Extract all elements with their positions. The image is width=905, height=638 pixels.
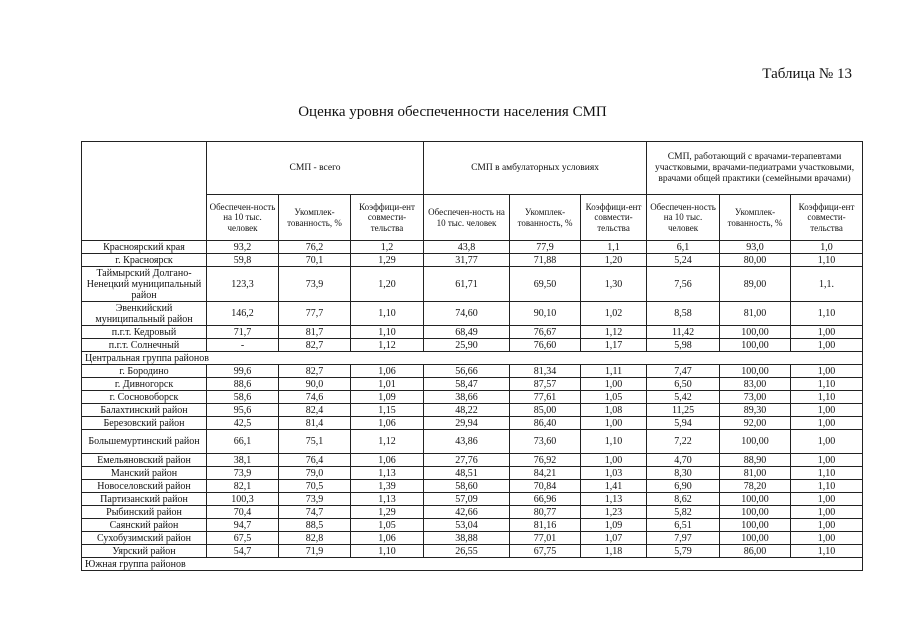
cell: 1,10 xyxy=(791,391,863,404)
row-name: Уярский район xyxy=(82,545,207,558)
row-name: Емельяновский район xyxy=(82,454,207,467)
cell: 1,12 xyxy=(581,326,647,339)
table-row xyxy=(82,241,863,254)
cell: 1,10 xyxy=(791,480,863,493)
cell: 5,82 xyxy=(647,506,720,519)
row-name: Партизанский район xyxy=(82,493,207,506)
row-name: п.г.т. Кедровый xyxy=(82,326,207,339)
cell: 1,13 xyxy=(351,493,424,506)
group-row-central xyxy=(82,352,863,365)
row-name: г. Красноярск xyxy=(82,254,207,267)
subheader: Коэффици-ент совмести-тельства xyxy=(791,195,863,241)
cell: 58,60 xyxy=(424,480,510,493)
row-name: п.г.т. Солнечный xyxy=(82,339,207,352)
cell: 76,60 xyxy=(510,339,581,352)
cell: 69,50 xyxy=(510,267,581,302)
cell: 5,94 xyxy=(647,417,720,430)
cell: 1,00 xyxy=(791,519,863,532)
cell: 54,7 xyxy=(207,545,279,558)
cell: 100,00 xyxy=(720,326,791,339)
cell: 81,16 xyxy=(510,519,581,532)
cell: 81,4 xyxy=(279,417,351,430)
group-header-total: СМП - всего xyxy=(207,142,424,195)
cell: 100,00 xyxy=(720,365,791,378)
group-row-south xyxy=(82,558,863,571)
cell: 68,49 xyxy=(424,326,510,339)
cell: 80,00 xyxy=(720,254,791,267)
cell: 94,7 xyxy=(207,519,279,532)
subheader: Обеспечен-ность на 10 тыс. человек xyxy=(207,195,279,241)
cell: 1,18 xyxy=(581,545,647,558)
row-name: Балахтинский район xyxy=(82,404,207,417)
cell: 73,00 xyxy=(720,391,791,404)
table-number: Таблица № 13 xyxy=(762,66,852,82)
territory-header xyxy=(82,142,207,241)
cell: 79,0 xyxy=(279,467,351,480)
group-header-row xyxy=(82,142,863,195)
row-name: Красноярский края xyxy=(82,241,207,254)
cell: 7,22 xyxy=(647,430,720,454)
table-row xyxy=(82,467,863,480)
cell: 1,29 xyxy=(351,254,424,267)
cell: 5,42 xyxy=(647,391,720,404)
cell: 81,34 xyxy=(510,365,581,378)
cell: 100,00 xyxy=(720,519,791,532)
cell: 1,06 xyxy=(351,454,424,467)
cell: 1,07 xyxy=(581,532,647,545)
row-name: Таймырский Долгано-Ненецкий муниципальный район xyxy=(82,267,207,302)
row-name: Саянский район xyxy=(82,519,207,532)
cell: 1,0 xyxy=(791,241,863,254)
table-row xyxy=(82,417,863,430)
cell: 11,25 xyxy=(647,404,720,417)
cell: 81,7 xyxy=(279,326,351,339)
cell: 1,00 xyxy=(791,493,863,506)
cell: 56,66 xyxy=(424,365,510,378)
cell: 58,47 xyxy=(424,378,510,391)
cell: 5,24 xyxy=(647,254,720,267)
cell: 1,06 xyxy=(351,365,424,378)
cell: 1,00 xyxy=(791,532,863,545)
cell: 1,06 xyxy=(351,417,424,430)
cell: 123,3 xyxy=(207,267,279,302)
cell: 82,8 xyxy=(279,532,351,545)
table-row xyxy=(82,480,863,493)
cell: 67,5 xyxy=(207,532,279,545)
cell: 83,00 xyxy=(720,378,791,391)
cell: 71,88 xyxy=(510,254,581,267)
cell: 1,2 xyxy=(351,241,424,254)
cell: 1,29 xyxy=(351,506,424,519)
cell: 42,5 xyxy=(207,417,279,430)
cell: 1,11 xyxy=(581,365,647,378)
cell: 88,90 xyxy=(720,454,791,467)
cell: 1,00 xyxy=(581,417,647,430)
cell: 6,50 xyxy=(647,378,720,391)
cell: 90,10 xyxy=(510,302,581,326)
table-row xyxy=(82,326,863,339)
cell: 26,55 xyxy=(424,545,510,558)
cell: 1,1 xyxy=(581,241,647,254)
cell: 74,7 xyxy=(279,506,351,519)
cell: 1,30 xyxy=(581,267,647,302)
cell: 73,9 xyxy=(279,493,351,506)
group-label-south: Южная группа районов xyxy=(82,558,863,571)
cell: 66,1 xyxy=(207,430,279,454)
cell: 27,76 xyxy=(424,454,510,467)
table-row xyxy=(82,365,863,378)
cell: - xyxy=(207,339,279,352)
cell: 93,2 xyxy=(207,241,279,254)
cell: 38,88 xyxy=(424,532,510,545)
cell: 1,05 xyxy=(581,391,647,404)
cell: 1,00 xyxy=(791,339,863,352)
cell: 73,60 xyxy=(510,430,581,454)
cell: 95,6 xyxy=(207,404,279,417)
cell: 38,66 xyxy=(424,391,510,404)
cell: 29,94 xyxy=(424,417,510,430)
cell: 1,10 xyxy=(581,430,647,454)
cell: 48,51 xyxy=(424,467,510,480)
cell: 7,56 xyxy=(647,267,720,302)
cell: 5,79 xyxy=(647,545,720,558)
cell: 7,47 xyxy=(647,365,720,378)
cell: 70,84 xyxy=(510,480,581,493)
cell: 1,20 xyxy=(581,254,647,267)
subheader: Обеспечен-ность на 10 тыс. человек xyxy=(647,195,720,241)
cell: 86,00 xyxy=(720,545,791,558)
table-row xyxy=(82,378,863,391)
row-name: Манский район xyxy=(82,467,207,480)
cell: 1,09 xyxy=(351,391,424,404)
cell: 70,4 xyxy=(207,506,279,519)
cell: 25,90 xyxy=(424,339,510,352)
cell: 1,41 xyxy=(581,480,647,493)
row-name: г. Бородино xyxy=(82,365,207,378)
cell: 82,1 xyxy=(207,480,279,493)
cell: 100,00 xyxy=(720,430,791,454)
subheader: Укомплек-тованность, % xyxy=(279,195,351,241)
table-row xyxy=(82,302,863,326)
cell: 1,12 xyxy=(351,339,424,352)
cell: 73,9 xyxy=(279,267,351,302)
cell: 7,97 xyxy=(647,532,720,545)
cell: 76,92 xyxy=(510,454,581,467)
cell: 89,30 xyxy=(720,404,791,417)
cell: 100,3 xyxy=(207,493,279,506)
cell: 74,6 xyxy=(279,391,351,404)
cell: 8,62 xyxy=(647,493,720,506)
cell: 53,04 xyxy=(424,519,510,532)
cell: 146,2 xyxy=(207,302,279,326)
cell: 100,00 xyxy=(720,493,791,506)
cell: 82,7 xyxy=(279,365,351,378)
cell: 93,0 xyxy=(720,241,791,254)
table-row xyxy=(82,430,863,454)
subheader: Коэффици-ент совмести-тельства xyxy=(351,195,424,241)
group-label-central: Центральная группа районов xyxy=(82,352,863,365)
cell: 1,00 xyxy=(791,506,863,519)
cell: 8,58 xyxy=(647,302,720,326)
cell: 76,67 xyxy=(510,326,581,339)
cell: 81,00 xyxy=(720,467,791,480)
cell: 1,00 xyxy=(581,454,647,467)
cell: 1,10 xyxy=(351,326,424,339)
cell: 1,00 xyxy=(581,378,647,391)
cell: 1,10 xyxy=(351,545,424,558)
cell: 75,1 xyxy=(279,430,351,454)
cell: 1,02 xyxy=(581,302,647,326)
cell: 85,00 xyxy=(510,404,581,417)
cell: 1,03 xyxy=(581,467,647,480)
cell: 1,00 xyxy=(791,365,863,378)
row-name: Эвенкийский муниципальный район xyxy=(82,302,207,326)
cell: 1,10 xyxy=(791,302,863,326)
cell: 90,0 xyxy=(279,378,351,391)
cell: 73,9 xyxy=(207,467,279,480)
cell: 5,98 xyxy=(647,339,720,352)
cell: 1,09 xyxy=(581,519,647,532)
cell: 1,00 xyxy=(791,417,863,430)
cell: 74,60 xyxy=(424,302,510,326)
cell: 77,7 xyxy=(279,302,351,326)
cell: 77,61 xyxy=(510,391,581,404)
row-name: г. Дивногорск xyxy=(82,378,207,391)
cell: 100,00 xyxy=(720,532,791,545)
cell: 77,9 xyxy=(510,241,581,254)
cell: 92,00 xyxy=(720,417,791,430)
cell: 80,77 xyxy=(510,506,581,519)
cell: 99,6 xyxy=(207,365,279,378)
cell: 70,5 xyxy=(279,480,351,493)
row-name: Новоселовский район xyxy=(82,480,207,493)
cell: 89,00 xyxy=(720,267,791,302)
cell: 1,10 xyxy=(791,545,863,558)
cell: 1,10 xyxy=(791,254,863,267)
cell: 8,30 xyxy=(647,467,720,480)
cell: 1,00 xyxy=(791,430,863,454)
cell: 84,21 xyxy=(510,467,581,480)
cell: 1,00 xyxy=(791,454,863,467)
cell: 48,22 xyxy=(424,404,510,417)
cell: 88,6 xyxy=(207,378,279,391)
cell: 38,1 xyxy=(207,454,279,467)
cell: 11,42 xyxy=(647,326,720,339)
cell: 1,00 xyxy=(791,326,863,339)
cell: 43,8 xyxy=(424,241,510,254)
cell: 1,12 xyxy=(351,430,424,454)
cell: 82,7 xyxy=(279,339,351,352)
subheader: Коэффици-ент совмести-тельства xyxy=(581,195,647,241)
cell: 58,6 xyxy=(207,391,279,404)
cell: 71,9 xyxy=(279,545,351,558)
cell: 81,00 xyxy=(720,302,791,326)
row-name: Березовский район xyxy=(82,417,207,430)
table-row xyxy=(82,339,863,352)
table-row xyxy=(82,404,863,417)
subheader: Обеспечен-ность на 10 тыс. человек xyxy=(424,195,510,241)
cell: 1,01 xyxy=(351,378,424,391)
subheader: Укомплек-тованность, % xyxy=(510,195,581,241)
row-name: Рыбинский район xyxy=(82,506,207,519)
cell: 100,00 xyxy=(720,506,791,519)
table-row xyxy=(82,267,863,302)
cell: 59,8 xyxy=(207,254,279,267)
cell: 1,13 xyxy=(581,493,647,506)
table-row xyxy=(82,519,863,532)
cell: 86,40 xyxy=(510,417,581,430)
table-row xyxy=(82,545,863,558)
table-row xyxy=(82,532,863,545)
cell: 1,20 xyxy=(351,267,424,302)
cell: 1,06 xyxy=(351,532,424,545)
cell: 78,20 xyxy=(720,480,791,493)
table-row xyxy=(82,506,863,519)
cell: 82,4 xyxy=(279,404,351,417)
cell: 1,1. xyxy=(791,267,863,302)
cell: 57,09 xyxy=(424,493,510,506)
cell: 6,1 xyxy=(647,241,720,254)
row-name: Большемуртинский район xyxy=(82,430,207,454)
cell: 76,2 xyxy=(279,241,351,254)
group-header-outpatient: СМП в амбулаторных условиях xyxy=(424,142,647,195)
cell: 87,57 xyxy=(510,378,581,391)
document-title: Оценка уровня обеспеченности населения СМП xyxy=(298,104,607,120)
cell: 71,7 xyxy=(207,326,279,339)
cell: 70,1 xyxy=(279,254,351,267)
cell: 1,17 xyxy=(581,339,647,352)
table-row xyxy=(82,493,863,506)
cell: 1,13 xyxy=(351,467,424,480)
cell: 42,66 xyxy=(424,506,510,519)
cell: 31,77 xyxy=(424,254,510,267)
cell: 1,39 xyxy=(351,480,424,493)
cell: 1,10 xyxy=(791,378,863,391)
cell: 100,00 xyxy=(720,339,791,352)
cell: 88,5 xyxy=(279,519,351,532)
cell: 6,51 xyxy=(647,519,720,532)
staffing-table xyxy=(81,141,863,571)
cell: 1,10 xyxy=(351,302,424,326)
cell: 1,00 xyxy=(791,404,863,417)
cell: 4,70 xyxy=(647,454,720,467)
cell: 77,01 xyxy=(510,532,581,545)
row-name: г. Сосновоборск xyxy=(82,391,207,404)
table-row xyxy=(82,454,863,467)
table-row xyxy=(82,254,863,267)
subheader: Укомплек-тованность, % xyxy=(720,195,791,241)
cell: 76,4 xyxy=(279,454,351,467)
cell: 1,10 xyxy=(791,467,863,480)
cell: 1,05 xyxy=(351,519,424,532)
cell: 1,08 xyxy=(581,404,647,417)
row-name: Сухобузимский район xyxy=(82,532,207,545)
cell: 66,96 xyxy=(510,493,581,506)
cell: 43,86 xyxy=(424,430,510,454)
cell: 1,23 xyxy=(581,506,647,519)
cell: 67,75 xyxy=(510,545,581,558)
cell: 61,71 xyxy=(424,267,510,302)
cell: 1,15 xyxy=(351,404,424,417)
group-header-gp: СМП, работающий с врачами-терапевтами участковыми, врачами-педиатрами участковыми, врачами общей практики (семейными врачами) xyxy=(647,142,863,195)
cell: 6,90 xyxy=(647,480,720,493)
table-row xyxy=(82,391,863,404)
